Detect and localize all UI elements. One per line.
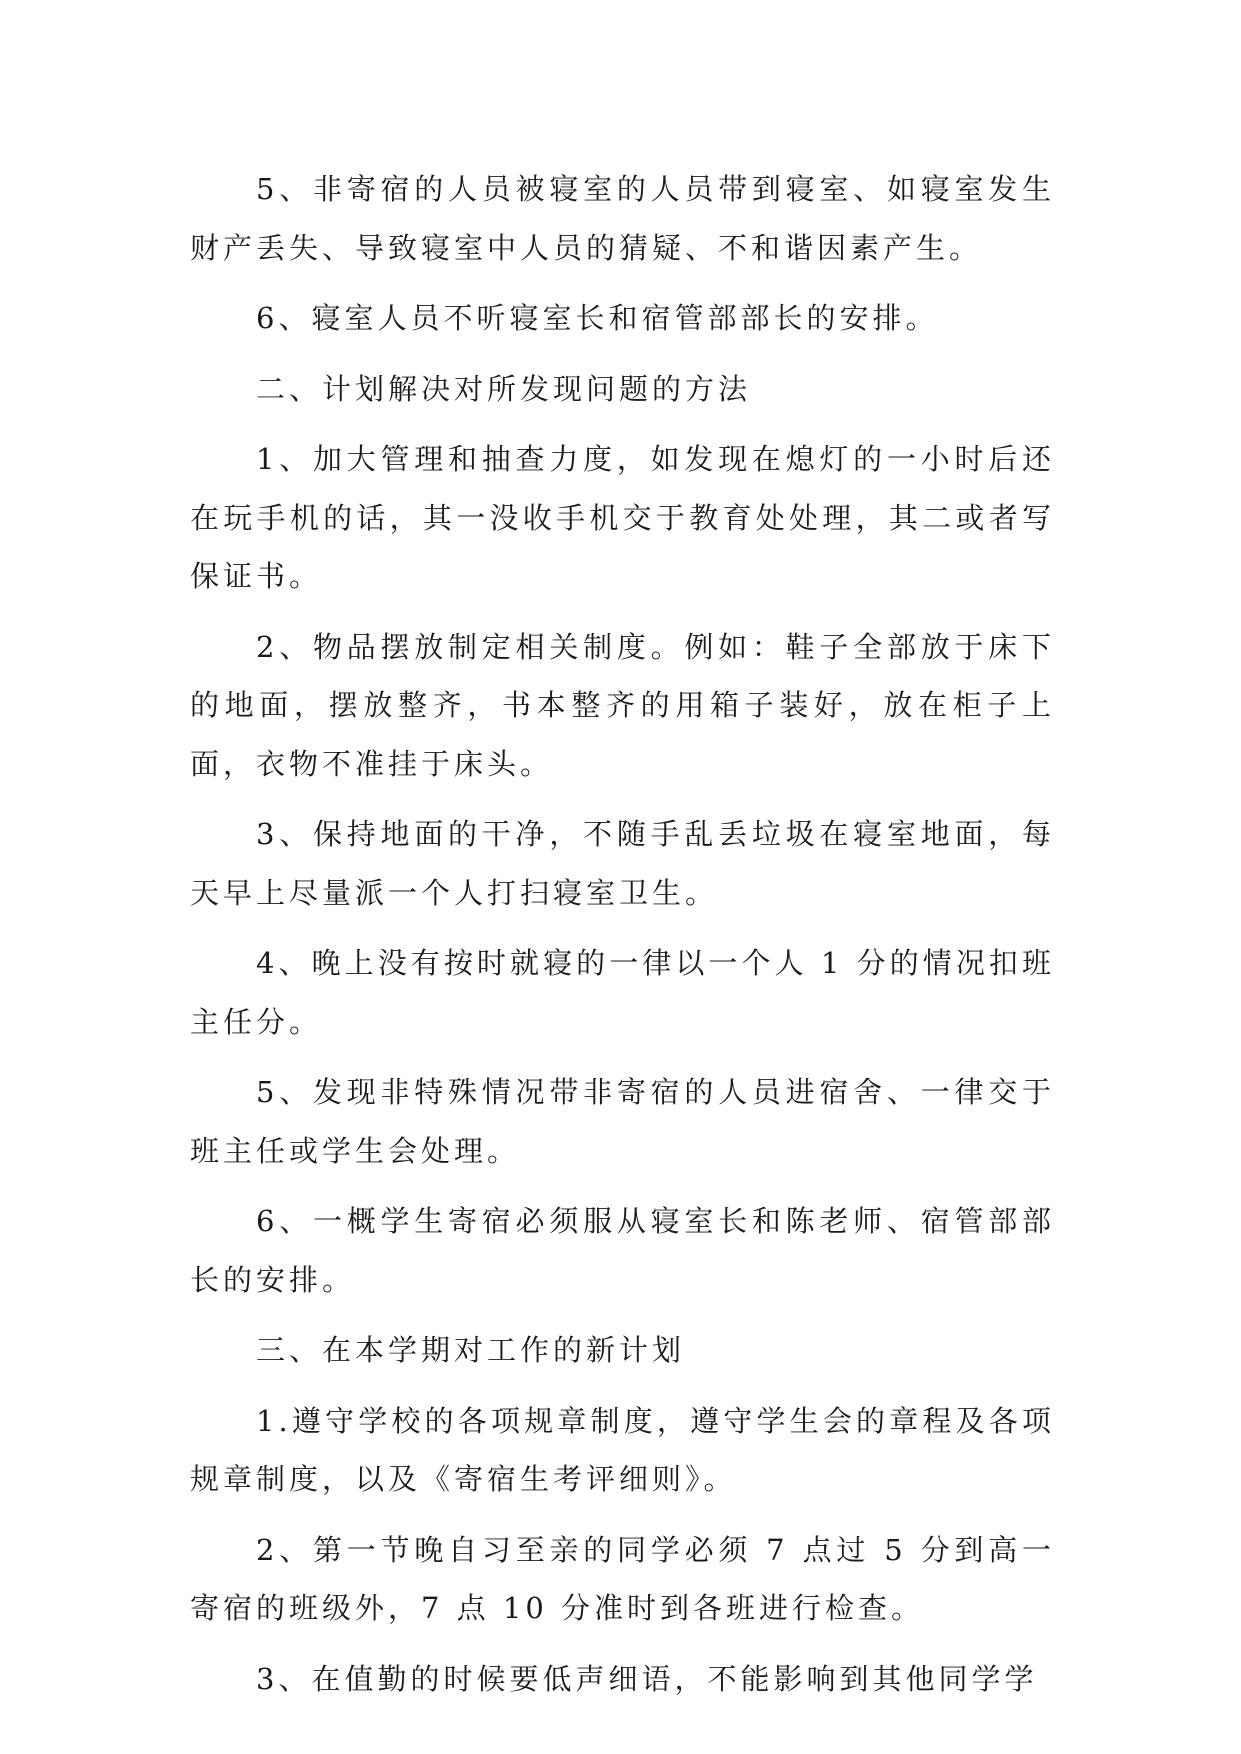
paragraph-solution-6: 6、一概学生寄宿必须服从寝室长和陈老师、宿管部部长的安排。 xyxy=(190,1204,1055,1297)
paragraph-solution-3: 3、保持地面的干净，不随手乱丢垃圾在寝室地面，每天早上尽量派一个人打扫寝室卫生。 xyxy=(190,817,1055,910)
document-body xyxy=(190,160,1055,1708)
paragraph-problem-6: 6、寝室人员不听寝室长和宿管部部长的安排。 xyxy=(256,301,939,335)
paragraph-solution-5: 5、发现非特殊情况带非寄宿的人员进宿舍、一律交于班主任或学生会处理。 xyxy=(190,1075,1055,1168)
paragraph-solution-4: 4、晚上没有按时就寝的一律以一个人 1 分的情况扣班主任分。 xyxy=(190,946,1055,1039)
paragraph-solution-1: 1、加大管理和抽查力度，如发现在熄灯的一小时后还在玩手机的话，其一没收手机交于教育处处理，其二或者写保证书。 xyxy=(190,442,1055,593)
paragraph-plan-2: 2、第一节晚自习至亲的同学必须 7 点过 5 分到高一寄宿的班级外，7 点 10 分准时到各班进行检查。 xyxy=(190,1532,1055,1625)
section-heading-solutions: 二、计划解决对所发现问题的方法 xyxy=(256,371,752,406)
paragraph-plan-1: 1.遵守学校的各项规章制度，遵守学生会的章程及各项规章制度，以及《寄宿生考评细则》。 xyxy=(190,1403,1055,1496)
paragraph-problem-5: 5、非寄宿的人员被寝室的人员带到寝室、如寝室发生财产丢失、导致寝室中人员的猜疑、不和谐因素产生。 xyxy=(190,172,1055,265)
section-heading-new-plan: 三、在本学期对工作的新计划 xyxy=(256,1333,686,1367)
paragraph-plan-3: 3、在值勤的时候要低声细语，不能影响到其他同学学 xyxy=(256,1661,1038,1696)
paragraph-solution-2: 2、物品摆放制定相关制度。例如：鞋子全部放于床下的地面，摆放整齐，书本整齐的用箱子装好，放在柜子上面，衣物不准挂于床头。 xyxy=(190,629,1055,781)
